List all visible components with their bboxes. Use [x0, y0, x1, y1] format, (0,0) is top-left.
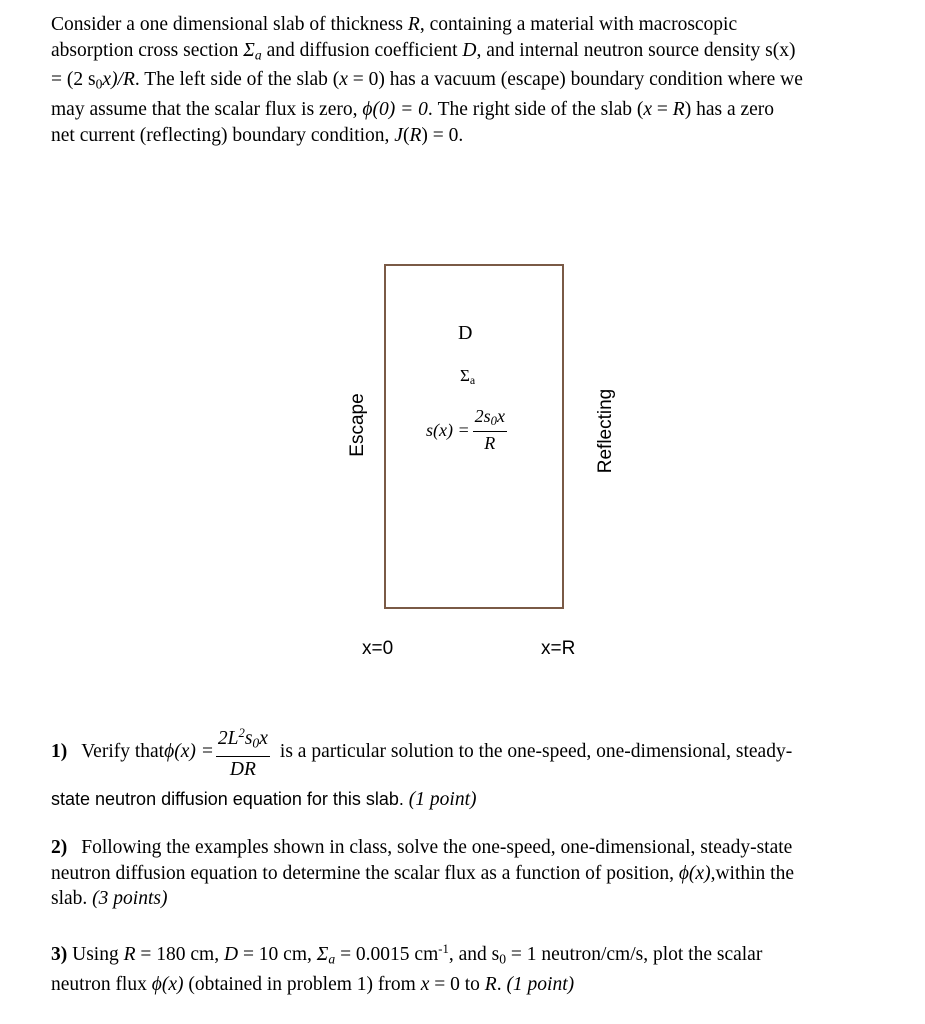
intro-line-3: = (2 $s_0x)/R$. The left side of the slab (x = 0) has a vacuum (escape) boundary condition where we — [51, 69, 803, 92]
problem-intro — [51, 12, 911, 148]
source-density-formula: s(x) = $\frac{2s_0x}{R}$ — [426, 406, 505, 454]
flux-fraction: $\frac{2L^2s_0x}{DR}$ — [216, 721, 270, 782]
source-fraction: $\frac{2s_0x}{R}$ — [474, 406, 505, 454]
diffusion-coefficient-label: D — [458, 322, 473, 344]
absorption-cross-section-label: $\Sigma_a$ — [460, 366, 476, 387]
question-1-number: 1) — [51, 741, 68, 763]
question-3-number: 3) — [51, 943, 68, 965]
reflecting-boundary-label: Reflecting — [595, 388, 616, 474]
intro-line-4: may assume that the scalar flux is zero, ϕ(0) = 0. The right side of the slab (x = R) has a zero — [51, 99, 775, 121]
intro-line-1: Consider a one dimensional slab of thickness R, containing a material with macroscopic — [51, 14, 738, 35]
escape-boundary-label: Escape — [347, 393, 368, 457]
intro-line-2: absorption cross section $\Sigma_a$ and diffusion coefficient D, and internal neutron source density s(x) — [51, 39, 796, 62]
question-2-number: 2) — [51, 837, 68, 858]
flux-function: ϕ(x) = — [164, 741, 214, 763]
intro-line-5: net current (reflecting) boundary condition, J(R) = 0. — [51, 124, 464, 146]
question-1: 1) Verify that ϕ(x) = $\frac{2L^2s_0x}{DR}$ is a particular solution to the one-speed, one-dimensional, steady- state neutron diffusion equation for this slab. (1 point) — [51, 725, 911, 813]
question-3: 3) Using R = 180 cm, D = 10 cm, $\Sigma_a = 0.0015$ $cm^{-1}$, and $s_0 = 1$ neutron/cm/s, plot the scalar neutron flux ϕ(x) (obtained in problem 1) from x = 0 to R. (1 point) — [51, 942, 763, 995]
left-boundary-position: x=0 — [362, 638, 394, 659]
question-2: 2) Following the examples shown in class, solve the one-speed, one-dimensional, steady-state neutron diffusion equation to determine the scalar flux as a function of position, ϕ(x),within the slab. (3 points) — [51, 837, 794, 909]
right-boundary-position: x=R — [541, 638, 576, 659]
